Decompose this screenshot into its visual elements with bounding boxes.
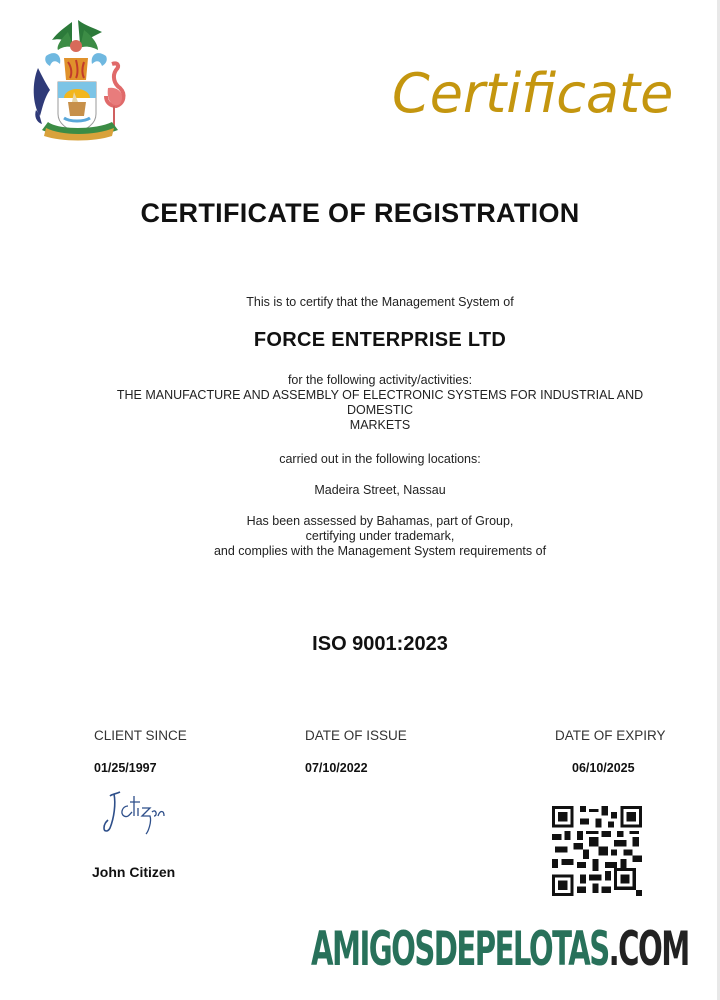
assessment-line-1: Has been assessed by Bahamas, part of Group, (246, 514, 514, 528)
assessment-line-2: certifying under trademark, (305, 529, 455, 543)
activity-line-1: THE MANUFACTURE AND ASSEMBLY OF ELECTRONIC SYSTEMS FOR INDUSTRIAL AND (116, 388, 644, 402)
assessment-line-3: and complies with the Management System requirements of (213, 544, 547, 558)
activity-line-3: MARKETS (349, 418, 411, 432)
date-of-expiry-label: DATE OF EXPIRY (555, 728, 666, 743)
watermark (311, 922, 689, 977)
document-title: CERTIFICATE OF REGISTRATION (140, 198, 580, 228)
client-since-value: 01/25/1997 (94, 761, 157, 775)
intro-text: This is to certify that the Management System of (246, 295, 514, 309)
date-of-issue-label: DATE OF ISSUE (305, 728, 407, 743)
signature-icon (98, 788, 173, 838)
qr-code-icon[interactable] (552, 806, 642, 896)
certificate-script-title: Certificate (392, 62, 674, 125)
activity-label: for the following activity/activities: (287, 373, 473, 387)
signer-name: John Citizen (92, 864, 176, 880)
watermark-brand: AMIGOSDEPELOTAS (311, 922, 609, 977)
date-of-expiry-value: 06/10/2025 (572, 761, 635, 775)
company-name: FORCE ENTERPRISE LTD (253, 329, 507, 351)
coat-of-arms-icon (28, 18, 132, 142)
locations-label: carried out in the following locations: (279, 452, 481, 466)
client-since-label: CLIENT SINCE (94, 728, 187, 743)
watermark-tld: .COM (608, 922, 689, 977)
iso-standard: ISO 9001:2023 (312, 633, 448, 655)
date-of-issue-value: 07/10/2022 (305, 761, 368, 775)
location-value: Madeira Street, Nassau (314, 483, 446, 497)
activity-line-2: DOMESTIC (347, 403, 413, 417)
